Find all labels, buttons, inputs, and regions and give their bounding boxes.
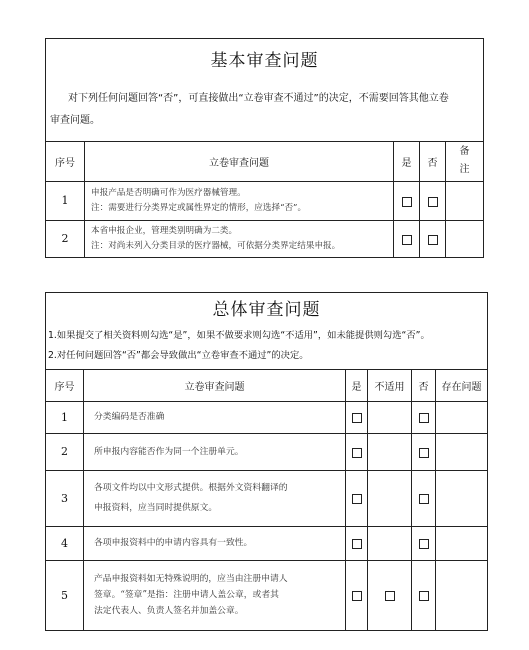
overall-review-table — [45, 292, 488, 631]
overall-row1-line1: 分类编码是否准确 — [94, 412, 165, 422]
overall-header-issue: 存在问题 — [436, 369, 488, 401]
overall-row4-seq: 4 — [46, 526, 84, 560]
overall-row4-issue-cell[interactable] — [436, 526, 488, 560]
basic-header-seq: 序号 — [46, 141, 85, 181]
basic-row1-remark-cell[interactable] — [446, 181, 484, 220]
overall-header-question: 立卷审查问题 — [84, 369, 346, 401]
basic-row1-line2: 注：需要进行分类界定或属性界定的情形，应选择“否”。 — [91, 202, 307, 213]
overall-header-no: 否 — [412, 369, 436, 401]
overall-row4-yes-checkbox[interactable] — [352, 539, 362, 549]
basic-row2-seq: 2 — [46, 220, 85, 257]
table-row — [46, 526, 488, 560]
overall-row5-yes-checkbox[interactable] — [352, 591, 362, 601]
overall-row5-seq: 5 — [46, 560, 84, 630]
overall-row2-yes-checkbox[interactable] — [352, 448, 362, 458]
basic-instruction-line1: 对下列任何问题回答“否”，可直接做出“立卷审查不通过”的决定，不需要回答其他立卷 — [68, 92, 449, 104]
basic-row1-question — [85, 181, 394, 220]
overall-row3-na-cell — [368, 470, 412, 526]
overall-row1-seq: 1 — [46, 401, 84, 433]
basic-header-remark-line1: 备 — [459, 146, 470, 157]
overall-header-seq: 序号 — [46, 369, 84, 401]
overall-header-na: 不适用 — [368, 369, 412, 401]
overall-row3-yes-checkbox[interactable] — [352, 494, 362, 504]
overall-row1-no-checkbox[interactable] — [419, 413, 429, 423]
overall-row2-question — [84, 433, 346, 470]
basic-review-table — [45, 38, 484, 258]
overall-row5-na-checkbox[interactable] — [385, 591, 395, 601]
basic-instruction-line2: 审查问题。 — [50, 114, 100, 126]
overall-header-yes: 是 — [346, 369, 368, 401]
overall-row2-na-cell — [368, 433, 412, 470]
overall-row5-issue-cell[interactable] — [436, 560, 488, 630]
basic-row2-line1: 本省申报企业，管理类别明确为二类。 — [91, 225, 238, 236]
overall-row1-yes-checkbox[interactable] — [352, 413, 362, 423]
basic-header-remark-line2: 注 — [459, 164, 470, 175]
overall-row1-na-cell — [368, 401, 412, 433]
table-row — [46, 181, 484, 220]
table-row — [46, 401, 488, 433]
overall-row4-na-cell — [368, 526, 412, 560]
overall-row4-line1: 各项申报资料中的申请内容具有一致性。 — [94, 538, 253, 548]
overall-row2-line1: 所申报内容能否作为同一个注册单元。 — [94, 446, 244, 457]
overall-row1-question — [84, 401, 346, 433]
overall-row5-line3: 法定代表人、负责人签名并加盖公章。 — [94, 606, 244, 616]
basic-header-remark — [446, 141, 484, 181]
basic-row1-no-checkbox[interactable] — [428, 197, 438, 207]
overall-row5-line2: 签章。“签章”是指：注册申请人盖公章，或者其 — [94, 590, 279, 600]
overall-row4-question — [84, 526, 346, 560]
overall-row1-issue-cell[interactable] — [436, 401, 488, 433]
overall-row2-seq: 2 — [46, 433, 84, 470]
basic-row2-remark-cell[interactable] — [446, 220, 484, 257]
overall-row5-question — [84, 560, 346, 630]
basic-title: 基本审查问题 — [46, 39, 484, 79]
basic-row2-no-checkbox[interactable] — [428, 235, 438, 245]
overall-instruction — [46, 323, 488, 370]
overall-row3-no-checkbox[interactable] — [419, 494, 429, 504]
basic-header-question: 立卷审查问题 — [85, 141, 394, 181]
table-row — [46, 560, 488, 630]
basic-row1-seq: 1 — [46, 181, 85, 220]
basic-row1-line1: 申报产品是否明确可作为医疗器械管理。 — [91, 187, 246, 198]
overall-row5-line1: 产品申报资料如无特殊说明的，应当由注册申请人 — [94, 574, 288, 584]
basic-row1-yes-checkbox[interactable] — [402, 197, 412, 207]
table-row — [46, 220, 484, 257]
basic-row2-line2: 注：对尚未列入分类目录的医疗器械，可依据分类界定结果申报。 — [91, 240, 341, 251]
basic-row2-yes-checkbox[interactable] — [402, 235, 412, 245]
overall-row2-no-checkbox[interactable] — [419, 448, 429, 458]
overall-row5-no-checkbox[interactable] — [419, 591, 429, 601]
overall-instruction-line1: 1.如果提交了相关资料则勾选“是”，如果不做要求则勾选“不适用”，如未能提供则勾选“否”。 — [48, 329, 430, 341]
overall-row3-question — [84, 470, 346, 526]
overall-row3-line1: 各项文件均以中文形式提供。根据外文资料翻译的 — [94, 483, 288, 493]
basic-row2-question — [85, 220, 394, 257]
overall-row4-no-checkbox[interactable] — [419, 539, 429, 549]
basic-instruction — [46, 79, 484, 142]
overall-title: 总体审查问题 — [46, 293, 488, 323]
overall-instruction-line2: 2.对任何问题回答“否”都会导致做出“立卷审查不通过”的决定。 — [48, 349, 309, 361]
overall-row3-line2: 申报资料，应当同时提供原文。 — [94, 503, 218, 513]
table-row — [46, 433, 488, 470]
overall-row3-seq: 3 — [46, 470, 84, 526]
overall-row2-issue-cell[interactable] — [436, 433, 488, 470]
basic-header-no: 否 — [420, 141, 446, 181]
table-row — [46, 470, 488, 526]
overall-row3-issue-cell[interactable] — [436, 470, 488, 526]
basic-header-yes: 是 — [394, 141, 420, 181]
